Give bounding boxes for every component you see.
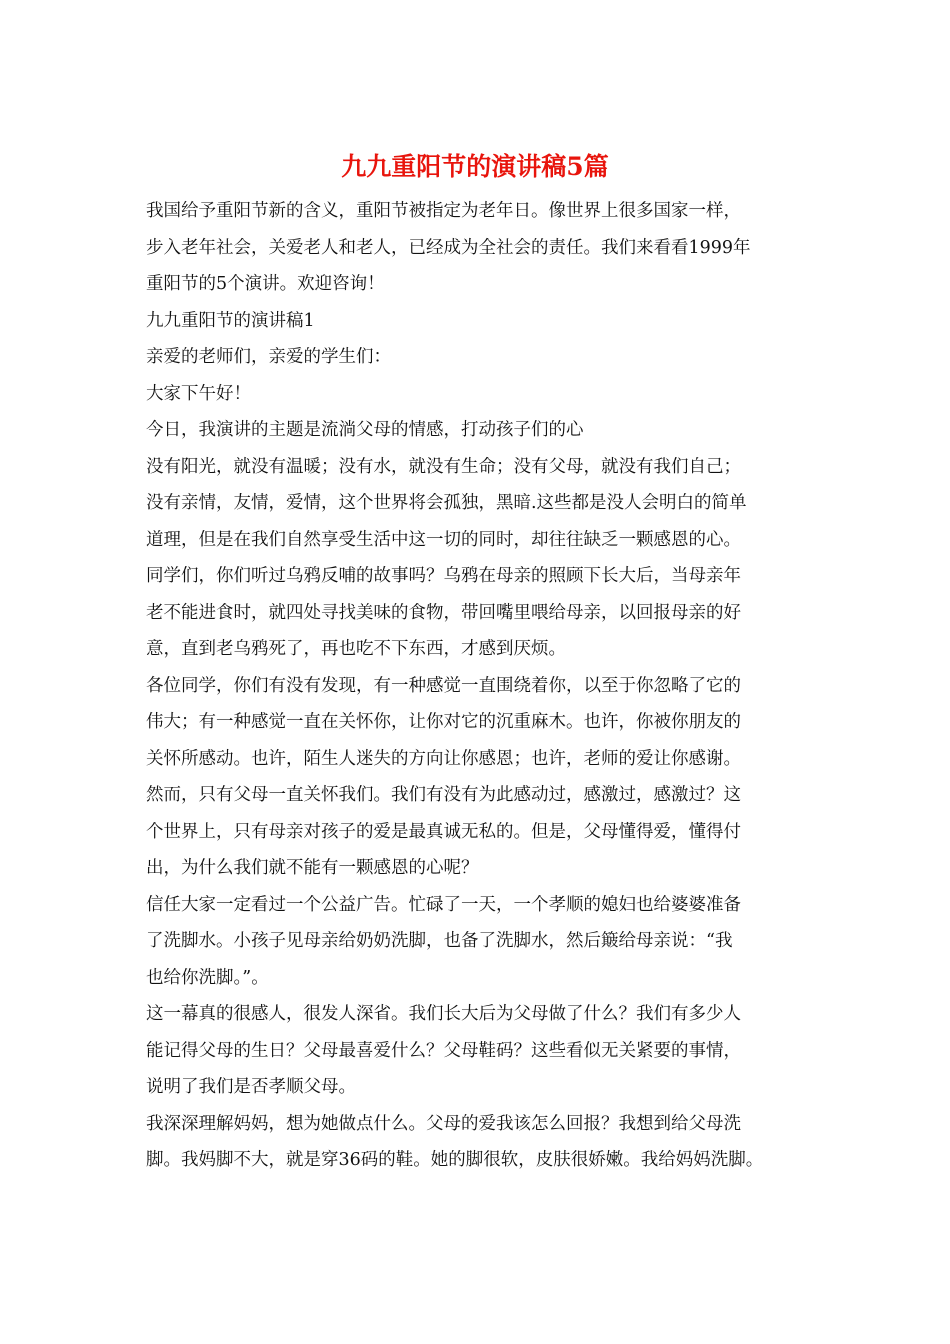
- text-line: 能记得父母的生日？父母最喜爱什么？父母鞋码？这些看似无关紧要的事情，: [146, 1040, 741, 1061]
- text-line: 今日，我演讲的主题是流淌父母的情感，打动孩子们的心: [146, 420, 584, 440]
- text-line: 亲爱的老师们，亲爱的学生们：: [146, 347, 391, 367]
- text-line: 了洗脚水。小孩子见母亲给奶奶洗脚，也备了洗脚水，然后簸给母亲说：“我: [146, 931, 733, 951]
- text-line: 没有亲情，友情，爱情，这个世界将会孤独，黑暗.这些都是没人会明白的简单: [146, 493, 747, 513]
- text-line: 我深深理解妈妈，想为她做点什么。父母的爱我该怎么回报？我想到给父母洗: [146, 1113, 741, 1134]
- document-body: [146, 193, 826, 1179]
- text-line: 同学们，你们听过乌鸦反哺的故事吗？乌鸦在母亲的照顾下长大后，当母亲年: [146, 566, 741, 586]
- text-line: 大家下午好！: [146, 383, 251, 404]
- text-line: 个世界上，只有母亲对孩子的爱是最真诚无私的。但是，父母懂得爱，懂得付: [146, 821, 741, 842]
- text-line: 道理，但是在我们自然享受生活中这一切的同时，却往往缺乏一颗感恩的心。: [146, 529, 741, 550]
- text-line: 这一幕真的很感人，很发人深省。我们长大后为父母做了什么？我们有多少人: [146, 1004, 741, 1024]
- text-line: 脚。我妈脚不大，就是穿36码的鞋。她的脚很软，皮肤很娇嫩。我给妈妈洗脚。: [146, 1150, 764, 1170]
- text-line: 意，直到老乌鸦死了，再也吃不下东西，才感到厌烦。: [146, 639, 566, 659]
- section-heading: 九九重阳节的演讲稿1: [146, 310, 315, 331]
- text-line: 出，为什么我们就不能有一颗感恩的心呢？: [146, 858, 479, 878]
- text-line: 信任大家一定看过一个公益广告。忙碌了一天，一个孝顺的媳妇也给婆婆准备: [146, 894, 741, 915]
- text-line: 重阳节的5个演讲。欢迎咨询！: [146, 274, 385, 294]
- text-line: 也给你洗脚。”。: [146, 967, 269, 988]
- text-line: 没有阳光，就没有温暖；没有水，就没有生命；没有父母，就没有我们自己；: [146, 456, 741, 477]
- text-line: 说明了我们是否孝顺父母。: [146, 1077, 356, 1097]
- text-line: 各位同学，你们有没有发现，有一种感觉一直围绕着你，以至于你忽略了它的: [146, 675, 741, 696]
- text-line: 步入老年社会，关爱老人和老人，已经成为全社会的责任。我们来看看1999年: [146, 237, 751, 258]
- text-line: 老不能进食时，就四处寻找美味的食物，带回嘴里喂给母亲，以回报母亲的好: [146, 602, 741, 623]
- document-title: 九九重阳节的演讲稿5篇: [341, 152, 609, 181]
- text-line: 关怀所感动。也许，陌生人迷失的方向让你感恩；也许，老师的爱让你感谢。: [146, 748, 741, 769]
- text-line: 伟大；有一种感觉一直在关怀你，让你对它的沉重麻木。也许，你被你朋友的: [146, 712, 741, 732]
- text-line: 然而，只有父母一直关怀我们。我们有没有为此感动过，感激过，感激过？这: [146, 785, 741, 805]
- text-line: 我国给予重阳节新的含义，重阳节被指定为老年日。像世界上很多国家一样，: [146, 201, 741, 221]
